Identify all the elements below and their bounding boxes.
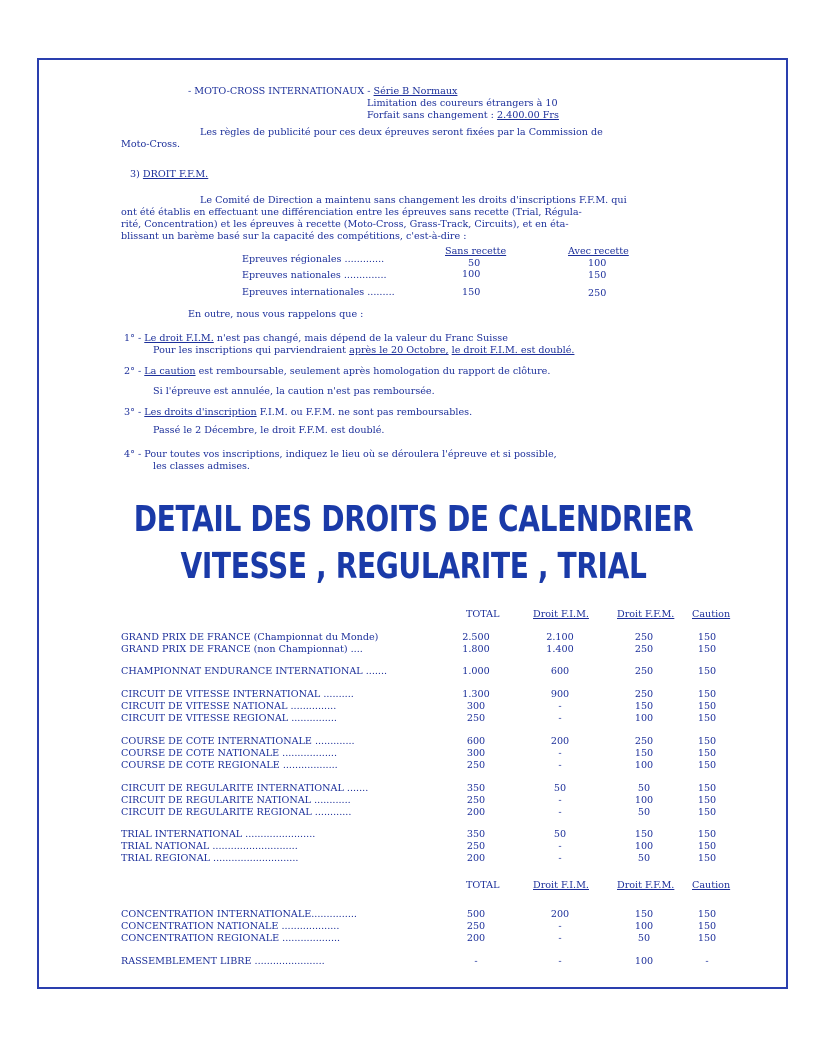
table-cell-total: 2.500 — [462, 632, 490, 643]
header-droit-ffm: Droit F.F.M. — [617, 609, 675, 620]
table-row-label: CONCENTRATION REGIONALE ................... — [121, 933, 341, 944]
table-cell-caution: 150 — [697, 909, 717, 920]
table-cell-fim: - — [558, 853, 562, 864]
table-cell-caution: 150 — [697, 736, 717, 747]
table-cell-total: 350 — [466, 783, 486, 794]
table-cell-ffm: 100 — [634, 795, 654, 806]
table-cell-total: 250 — [466, 921, 486, 932]
table-cell-fim: 1.400 — [546, 644, 574, 655]
table-cell-total: 200 — [466, 853, 486, 864]
table-cell-fim: 600 — [550, 666, 570, 677]
table-cell-ffm: 150 — [634, 909, 654, 920]
table-cell-fim: - — [558, 921, 562, 932]
table-cell-fim: 2.100 — [546, 632, 574, 643]
table-cell-ffm: 150 — [634, 829, 654, 840]
bareme-label: Epreuves nationales .............. — [242, 270, 387, 281]
table-cell-ffm: 250 — [634, 666, 654, 677]
bareme-sans: 100 — [462, 269, 481, 280]
table-cell-ffm: 100 — [634, 956, 654, 967]
table-cell-caution: 150 — [697, 933, 717, 944]
droit-para-line: Le Comité de Direction a maintenu sans changement les droits d'inscriptions F.F.M. qui — [200, 195, 627, 206]
table-cell-caution: 150 — [697, 644, 717, 655]
table-row-label: COURSE DE COTE NATIONALE .................. — [121, 748, 338, 759]
banner-title-line1: DETAIL DES DROITS DE CALENDRIER — [133, 499, 694, 540]
table-cell-fim: 900 — [550, 689, 570, 700]
table-row-label: CIRCUIT DE REGULARITE REGIONAL ............ — [121, 807, 352, 818]
rappel-item-4: 4° - Pour toutes vos inscriptions, indiquez le lieu où se déroulera l'épreuve et si possible, — [124, 449, 557, 460]
table-cell-caution: 150 — [697, 748, 717, 759]
table-cell-ffm: 150 — [634, 748, 654, 759]
table-cell-fim: - — [558, 807, 562, 818]
header-total: TOTAL — [466, 880, 500, 891]
table-row-label: GRAND PRIX DE FRANCE (Championnat du Monde) — [121, 632, 379, 643]
table-row-label: COURSE DE COTE REGIONALE .................. — [121, 760, 338, 771]
header-total: TOTAL — [466, 609, 500, 620]
header-droit-fim: Droit F.I.M. — [533, 609, 589, 620]
table-cell-total: 250 — [466, 760, 486, 771]
bareme-avec: 100 — [588, 258, 607, 269]
table-cell-caution: 150 — [697, 807, 717, 818]
table-cell-ffm: 50 — [637, 933, 651, 944]
table-cell-ffm: 100 — [634, 760, 654, 771]
table-cell-caution: 150 — [697, 841, 717, 852]
table-cell-fim: - — [558, 701, 562, 712]
table-row-label: TRIAL NATIONAL ............................ — [121, 841, 298, 852]
header-caution: Caution — [692, 609, 731, 620]
header-droit-ffm: Droit F.F.M. — [617, 880, 675, 891]
table-cell-fim: - — [558, 760, 562, 771]
table-cell-caution: 150 — [697, 829, 717, 840]
table-cell-caution: 150 — [697, 689, 717, 700]
table-row-label: COURSE DE COTE INTERNATIONALE ............. — [121, 736, 355, 747]
table-cell-total: 300 — [466, 701, 486, 712]
bareme-sans: 150 — [462, 287, 481, 298]
bareme-avec: 250 — [588, 288, 607, 299]
table-row-label: CIRCUIT DE REGULARITE INTERNATIONAL ....... — [121, 783, 369, 794]
publicity-line1: Les règles de publicité pour ces deux épreuves seront fixées par la Commission de — [200, 127, 603, 138]
table-cell-caution: 150 — [697, 713, 717, 724]
table-cell-fim: - — [558, 713, 562, 724]
table-cell-total: 200 — [466, 933, 486, 944]
table-row-label: RASSEMBLEMENT LIBRE ....................... — [121, 956, 325, 967]
table-row-label: GRAND PRIX DE FRANCE (non Championnat) .... — [121, 644, 363, 655]
table-cell-ffm: 100 — [634, 713, 654, 724]
table-row-label: TRIAL INTERNATIONAL ....................... — [121, 829, 316, 840]
table-row-label: CIRCUIT DE VITESSE INTERNATIONAL .......... — [121, 689, 354, 700]
bareme-label: Epreuves internationales ......... — [242, 287, 395, 298]
table-cell-total: - — [474, 956, 478, 967]
header-droit-fim: Droit F.I.M. — [533, 880, 589, 891]
table-cell-caution: 150 — [697, 853, 717, 864]
table-cell-ffm: 250 — [634, 632, 654, 643]
table-cell-total: 1.000 — [462, 666, 490, 677]
table-cell-fim: 200 — [550, 909, 570, 920]
table-cell-caution: 150 — [697, 701, 717, 712]
table-cell-fim: - — [558, 748, 562, 759]
bareme-sans: 50 — [468, 258, 481, 269]
table-cell-ffm: 50 — [637, 807, 651, 818]
table-row-label: CIRCUIT DE VITESSE REGIONAL ............... — [121, 713, 337, 724]
table-cell-ffm: 100 — [634, 841, 654, 852]
table-cell-fim: - — [558, 933, 562, 944]
table-cell-ffm: 150 — [634, 701, 654, 712]
table-cell-total: 250 — [466, 795, 486, 806]
rappel-item-2: 2° - La caution est remboursable, seulement après homologation du rapport de clôture. — [124, 366, 551, 377]
table-cell-ffm: 100 — [634, 921, 654, 932]
droit-para-line: blissant un barème basé sur la capacité des compétitions, c'est-à-dire : — [121, 231, 467, 242]
table-cell-ffm: 50 — [637, 783, 651, 794]
table-row-label: CONCENTRATION INTERNATIONALE............... — [121, 909, 357, 920]
publicity-line2: Moto-Cross. — [121, 139, 181, 150]
banner-title-line2: VITESSE , REGULARITE , TRIAL — [180, 546, 647, 587]
motocross-line1: - MOTO-CROSS INTERNATIONAUX - Série B Normaux — [188, 86, 458, 97]
rappel-item-2-line2: Si l'épreuve est annulée, la caution n'est pas remboursée. — [153, 386, 435, 397]
droit-para-line: ont été établis en effectuant une différenciation entre les épreuves sans recette (Trial, Régula- — [121, 207, 582, 218]
rappel-item-4-line2: les classes admises. — [153, 461, 250, 472]
table-cell-ffm: 250 — [634, 689, 654, 700]
section-heading-droit-ffm: 3) DROIT F.F.M. — [130, 169, 209, 180]
table-cell-total: 300 — [466, 748, 486, 759]
motocross-line3: Forfait sans changement : 2.400.00 Frs — [367, 110, 559, 121]
table-cell-caution: - — [705, 956, 709, 967]
table-cell-total: 200 — [466, 807, 486, 818]
table-cell-total: 350 — [466, 829, 486, 840]
table-cell-caution: 150 — [697, 666, 717, 677]
table-cell-caution: 150 — [697, 921, 717, 932]
table-cell-total: 250 — [466, 713, 486, 724]
droit-para-line: rité, Concentration) et les épreuves à recette (Moto-Cross, Grass-Track, Circuits), et en éta- — [121, 219, 569, 230]
col-header-sans-recette: Sans recette — [445, 246, 507, 257]
table-cell-total: 600 — [466, 736, 486, 747]
rappel-item-1-line2: Pour les inscriptions qui parviendraient après le 20 Octobre, le droit F.I.M. est doublé. — [153, 345, 575, 356]
table-cell-caution: 150 — [697, 795, 717, 806]
table-cell-caution: 150 — [697, 632, 717, 643]
rappel-intro: En outre, nous vous rappelons que : — [188, 309, 364, 320]
table-row-label: CONCENTRATION NATIONALE ................... — [121, 921, 340, 932]
rappel-item-1: 1° - Le droit F.I.M. n'est pas changé, mais dépend de la valeur du Franc Suisse — [124, 333, 508, 344]
table-row-label: CIRCUIT DE VITESSE NATIONAL ............... — [121, 701, 337, 712]
table-row-label: TRIAL REGIONAL ............................ — [121, 853, 299, 864]
table-cell-ffm: 250 — [634, 736, 654, 747]
table-cell-caution: 150 — [697, 760, 717, 771]
bareme-label: Epreuves régionales ............. — [242, 254, 385, 265]
rappel-item-3: 3° - Les droits d'inscription F.I.M. ou F.F.M. ne sont pas remboursables. — [124, 407, 473, 418]
table-cell-fim: - — [558, 956, 562, 967]
table-cell-fim: 50 — [553, 783, 567, 794]
table-cell-ffm: 250 — [634, 644, 654, 655]
table-cell-fim: 200 — [550, 736, 570, 747]
bareme-avec: 150 — [588, 270, 607, 281]
table-row-label: CHAMPIONNAT ENDURANCE INTERNATIONAL ....... — [121, 666, 388, 677]
table-cell-total: 250 — [466, 841, 486, 852]
table-cell-total: 500 — [466, 909, 486, 920]
col-header-avec-recette: Avec recette — [568, 246, 629, 257]
header-caution: Caution — [692, 880, 731, 891]
table-cell-ffm: 50 — [637, 853, 651, 864]
table-cell-fim: - — [558, 795, 562, 806]
table-cell-total: 1.300 — [462, 689, 490, 700]
table-cell-fim: 50 — [553, 829, 567, 840]
table-cell-total: 1.800 — [462, 644, 490, 655]
motocross-line2: Limitation des coureurs étrangers à 10 — [367, 98, 558, 109]
table-cell-caution: 150 — [697, 783, 717, 794]
rappel-item-3-line2: Passé le 2 Décembre, le droit F.F.M. est doublé. — [153, 425, 385, 436]
table-row-label: CIRCUIT DE REGULARITE NATIONAL ............ — [121, 795, 351, 806]
table-cell-fim: - — [558, 841, 562, 852]
